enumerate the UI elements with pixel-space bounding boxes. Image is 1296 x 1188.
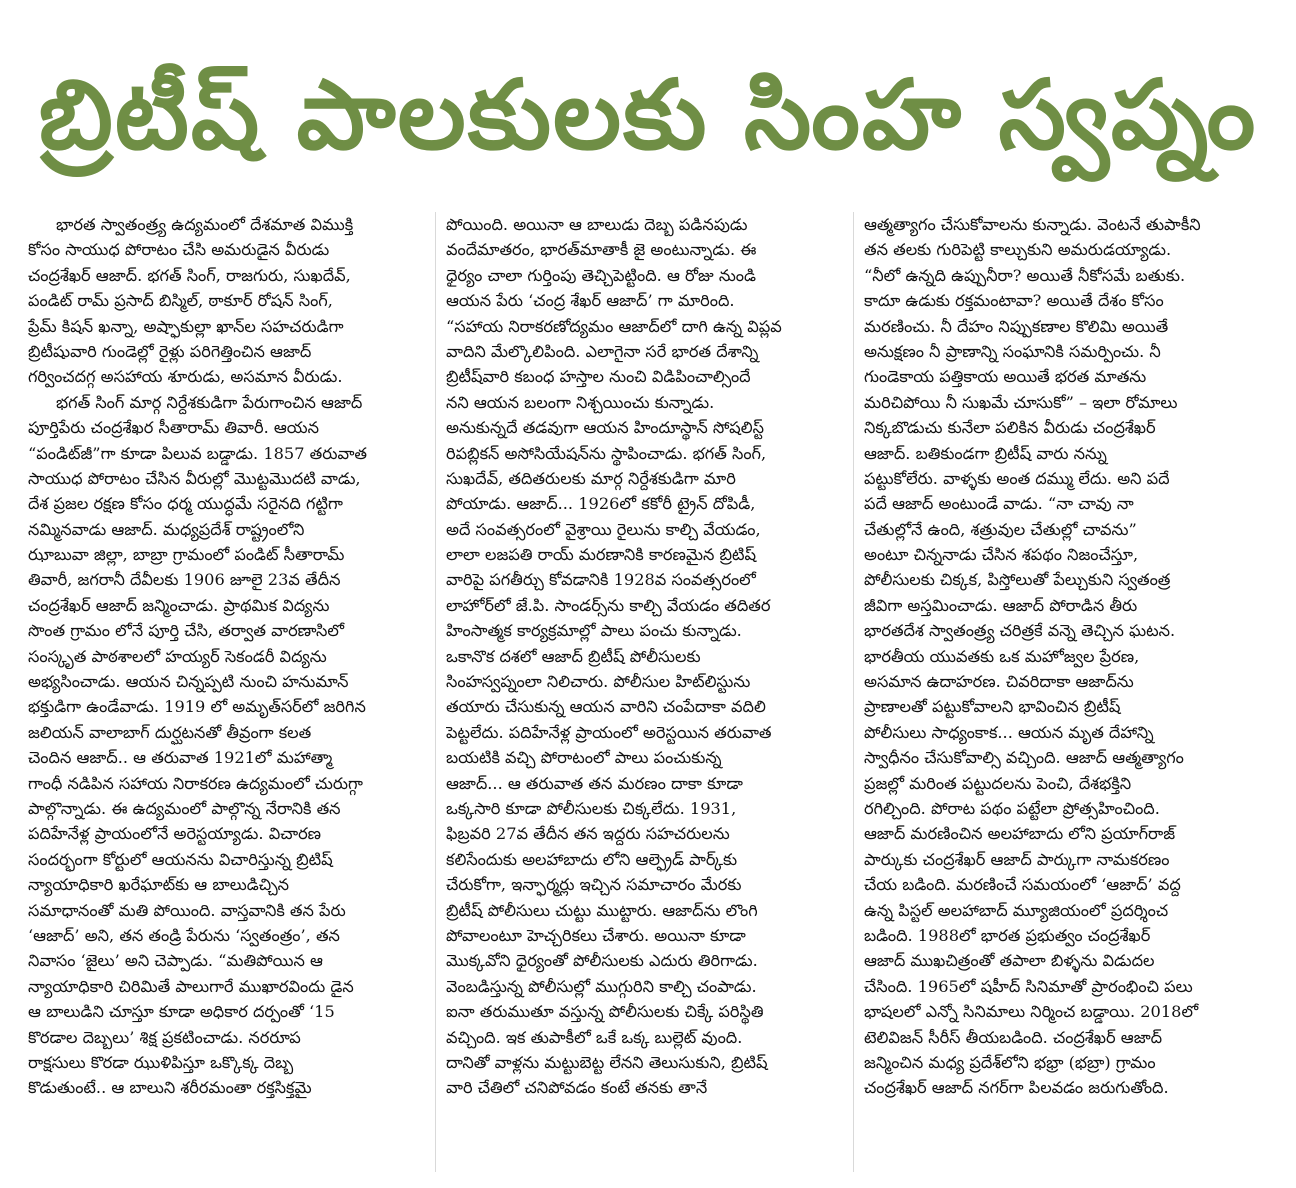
text-line: ఆయన పేరు ‘చంద్ర శేఖర్ ఆజాద్’ గా మారింది. [446,291,735,311]
text-line: కొరడాల దెబ్బలు’ శిక్ష ప్రకటించాడు. నరరూప [28,1027,301,1047]
text-line: చెందిన ఆజాద్.. ఆ తరువాత 1921లో మహాత్మా [28,748,333,768]
text-line: గర్వించదగ్గ అసహాయ శూరుడు, అసమాన వీరుడు. [28,367,343,387]
text-line: కాదూ ఉడుకు రక్తమంటావా? అయితే దేశం కోసం [864,291,1164,311]
text-line: ఆజాద్... ఆ తరువాత తన మరణం దాకా కూడా [446,773,743,793]
text-line: పోలీసులకు చిక్కక, పిస్తోలుతో పేల్చుకుని స్వతంత్ర [864,570,1171,590]
text-line: నని ఆయన బలంగా నిశ్చయించు కున్నాడు. [446,392,715,412]
column-divider [853,212,854,1172]
text-line: బయటికి వచ్చి పోరాటంలో పాలు పంచుకున్న [446,748,722,768]
text-line: భాషలలో ఎన్నో సినిమాలు నిర్మించ బడ్డాయి. 2018లో [864,1002,1199,1022]
text-line: ప్రాణాలతో పట్టుకోవాలని భావించిన బ్రిటీష్ [864,697,1121,717]
text-line: తివారీ, జగరానీ దేవీలకు 1906 జూలై 23వ తేదీన [28,570,341,590]
text-line: ఐనా తరుముతూ వస్తున్న పోలీసులకు చిక్కే పరిస్థితి [446,1002,764,1022]
text-line: సంస్కృత పాఠశాలలో హయ్యర్ సెకండరీ విద్యను [28,646,327,666]
text-line: అదే సంవత్సరంలో వైశ్రాయి రైలును కాల్చి వేయడం, [446,519,761,539]
text-line: పోయాడు. ఆజాద్... 1926లో కకోరీ ట్రైన్ దోపిడీ, [446,494,756,514]
text-line: చంద్రశేఖర్ ఆజాద్ నగర్‌గా పిలవడం జరుగుతోంది. [864,1078,1169,1098]
text-line: భారతదేశ స్వాతంత్ర్య చరిత్రకే వన్నె తెచ్చిన ఘటన. [864,621,1176,641]
text-line: పట్టుకోలేరు. వాళ్ళకు అంత దమ్ము లేదు. అని పదే [864,468,1170,488]
text-line: నివాసం ‘జైలు’ అని చెప్పాడు. “మతిపోయిన ఆ [28,951,323,971]
text-line: మరిచిపోయి నీ సుఖమే చూసుకో” – ఇలా రోమాలు [864,392,1178,412]
article-column-3 [864,212,1272,1172]
text-line: చేసింది. 1965లో షహీద్ సినిమాతో ప్రారంభించి పలు [864,976,1193,996]
text-line: “పండిట్‌జీ”గా కూడా పిలువ బడ్డాడు. 1857 తరువాత [28,443,368,463]
text-line: పోవాలంటూ హెచ్చరికలు చేశారు. అయినా కూడా [446,925,746,945]
column-divider [435,212,436,1172]
text-line: పెట్టలేదు. పదిహేనేళ్ల ప్రాయంలో అరెస్టయిన తరువాత [446,722,772,742]
text-line: సింహస్వప్నంలా నిలిచారు. పోలీసుల హిట్‌లిస్టును [446,672,751,692]
text-line: టెలివిజన్ సీరీస్ తీయబడింది. చంద్రశేఖర్ ఆజాద్ [864,1027,1163,1047]
text-line: కలిసేందుకు అలహాబాదు లోని ఆల్ఫ్రెడ్ పార్క్‌కు [446,849,738,869]
article-column-1 [28,212,424,1172]
text-line: హింసాత్మక కార్యక్రమాల్లో పాలు పంచు కున్నాడు. [446,621,742,641]
text-line: నమ్మినవాడు ఆజాద్. మధ్యప్రదేశ్ రాష్ట్రంలోని [28,519,305,539]
text-line: ప్రజల్లో మరింత పట్టుదలను పెంచి, దేశభక్తిని [864,773,1132,793]
text-line: ధైర్యం చాలా గుర్తింపు తెచ్చిపెట్టింది. ఆ రోజు నుండి [446,265,756,285]
text-line: అనుకున్నదే తడవుగా ఆయన హిందూస్థాన్ సోషలిస్ట్ [446,418,764,438]
text-line: దానితో వాళ్లను మట్టుబెట్ట లేనని తెలుసుకుని, బ్రిటిష్ [446,1052,768,1072]
text-line: చేయ బడింది. మరణించే సమయంలో ‘ఆజాద్’ వద్ద [864,875,1181,895]
text-line: మొక్కవోని ధైర్యంతో పోలీసులకు ఎదురు తిరిగాడు. [446,951,758,971]
text-line: న్యాయాధికారి ఖరేఘాట్‌కు ఆ బాలుడిచ్చిన [28,875,290,895]
text-line: భారతీయ యువతకు ఒక మహోజ్వల ప్రేరణ, [864,646,1140,666]
text-line: గుండెకాయ పత్తికాయ అయితే భరత మాతను [864,367,1147,387]
text-line: వారి చేతిలో చనిపోవడం కంటే తనకు తానే [446,1078,708,1098]
text-line: మరణించు. నీ దేహం నిప్పుకణాల కొలిమి అయితే [864,316,1169,336]
text-line: కోసం సాయుధ పోరాటం చేసి అమరుడైన వీరుడు [28,240,330,260]
text-line: నిక్కబొడుచు కునేలా పలికిన వీరుడు చంద్రశేఖర్ [864,418,1156,438]
text-line: పోయింది. అయినా ఆ బాలుడు దెబ్బ పడినపుడు [446,215,748,234]
text-line: చంద్రశేఖర్ ఆజాద్ జన్మించాడు. ప్రాథమిక విద్యను [28,595,330,615]
text-line: సొంత గ్రామం లోనే పూర్తి చేసి, తర్వాత వారణాసిలో [28,621,345,641]
text-line: వెంబడిస్తున్న పోలీసుల్లో ముగ్గురిని కాల్చి చంపాడు. [446,976,757,996]
text-line: చంద్రశేఖర్ ఆజాద్. భగత్ సింగ్, రాజగురు, సుఖదేవ్, [28,265,351,285]
text-line: స్వాధీనం చేసుకోవాల్సి వచ్చింది. ఆజాద్ ఆత్మత్యాగం [864,748,1184,768]
text-line: జీవిగా అస్తమించాడు. ఆజాద్ పోరాడిన తీరు [864,595,1138,615]
text-line: బ్రిటీష్ పోలీసులు చుట్టు ముట్టారు. ఆజాద్‌ను లొంగి [446,900,758,920]
text-line: బ్రిటీష్‌వారి కబంధ హస్తాల నుంచి విడిపించాల్సిందే [446,367,751,387]
headline: బ్రిటీష్ పాలకులకు సింహ స్వప్నం [38,59,1258,171]
text-line: ఆజాద్ మరణించిన అలహాబాదు లోని ప్రయాగ్‌రాజ్ [864,824,1176,844]
text-line: చేరుకోగా, ఇన్ఫార్మర్లు ఇచ్చిన సమాచారం మేరకు [446,875,742,895]
text-line: తన తలకు గురిపెట్టి కాల్చుకుని అమరుడయ్యాడు. [864,240,1172,260]
text-line: లాలా లజపతి రాయ్ మరణానికి కారణమైన బ్రిటిష్ [446,545,756,565]
text-line: అనుక్షణం నీ ప్రాణాన్ని సంఘానికి సమర్పించు. నీ [864,341,1161,361]
text-line: “నీలో ఉన్నది ఉప్పునీరా? అయితే నీకోసమే బతుకు. [864,265,1186,285]
text-line: ఆజాద్. బతికుండగా బ్రిటీష్ వారు నన్ను [864,443,1107,463]
text-line: రిపబ్లికన్ అసోసియేషన్‌ను స్థాపించాడు. భగత్ సింగ్, [446,443,767,463]
text-line: చేతుల్లోనే ఉంది, శత్రువుల చేతుల్లో చావను” [864,519,1137,539]
text-line: సుఖదేవ్, తదితరులకు మార్గ నిర్దేశకుడిగా మారి [446,468,736,488]
text-line: ప్రేమ్ కిషన్ ఖన్నా, అష్ఫాకుల్లా ఖాన్‌ల సహచరుడిగా [28,316,344,336]
text-line: జలియన్ వాలాబాగ్ దుర్ఘటనతో తీవ్రంగా కలత [28,722,312,742]
text-line: పార్కుకు చంద్రశేఖర్ ఆజాద్ పార్కుగా నామకరణం [864,849,1170,869]
text-line: అసమాన ఉదాహరణ. చివరిదాకా ఆజాద్‌ను [864,672,1134,692]
text-line: దేశ ప్రజల రక్షణ కోసం ధర్మ యుద్ధమే సరైనది గట్టిగా [28,494,343,514]
text-line: తయారు చేసుకున్న ఆయన వారిని చంపేదాకా వదిలి [446,697,766,717]
text-line: న్యాయాధికారి చిరిమితే పాలుగారే ముఖారవిందు డైన [28,976,354,996]
text-line: బ్రిటీషువారి గుండెల్లో రైళ్లు పరిగెత్తించిన ఆజాద్ [28,341,312,361]
text-line: కొడుతుంటే.. ఆ బాలుని శరీరమంతా రక్తసిక్తమై [28,1078,312,1098]
text-line: ఆజాద్ ముఖచిత్రంతో తపాలా బిళ్ళను విడుదల [864,951,1155,971]
text-line: లాహోర్‌లో జే.పి. సాండర్స్‌ను కాల్చి వేయడం తదితర [446,595,771,615]
text-line: వాదిని మేల్కొలిపింది. ఎలాగైనా సరే భారత దేశాన్ని [446,341,759,361]
text-line: అంటూ చిన్ననాడు చేసిన శపథం నిజంచేస్తూ, [864,545,1139,565]
text-line: రాక్షసులు కొరడా ఝుళిపిస్తూ ఒక్కొక్క దెబ్బ [28,1052,294,1072]
text-line: పండిట్ రామ్ ప్రసాద్ బిస్మిల్, ఠాకూర్ రోషన్ సింగ్, [28,291,333,311]
text-line: పూర్తిపేరు చంద్రశేఖర సీతారామ్ తివారీ. ఆయన [28,418,319,438]
text-line: ఒక్కసారి కూడా పోలీసులకు చిక్కలేదు. 1931, [446,798,737,818]
text-line: వచ్చింది. ఇక తుపాకీలో ఒకే ఒక్క బుల్లెట్ వుంది. [446,1027,743,1047]
text-line: రగిల్చింది. పోరాట పథం పట్టేలా ప్రోత్సహించింది. [864,798,1160,818]
text-line: వందేమాతరం, భారత్‌మాతాకీ జై అంటున్నాడు. ఈ [446,240,757,260]
article-body [28,212,1272,1172]
text-line: ఆ బాలుడిని చూస్తూ కూడా అధికార దర్పంతో ‘15 [28,1002,335,1022]
text-line: భక్తుడిగా ఉండేవాడు. 1919 లో అమృత్‌సర్‌లో జరిగిన [28,697,366,717]
text-line: ఝాబువా జిల్లా, బాబ్రా గ్రామంలో పండిట్ సీతారామ్ [28,545,345,565]
text-line: ‘ఆజాద్’ అని, తన తండ్రి పేరును ‘స్వతంత్రం’, తన [28,925,340,945]
text-line: సందర్భంగా కోర్టులో ఆయనను విచారిస్తున్న బ్రిటిష్ [28,849,333,869]
text-line: ఉన్న పిస్టల్ అలహాబాద్ మ్యూజియంలో ప్రదర్శించ [864,900,1169,920]
text-line: ఫిబ్రవరి 27వ తేదీన తన ఇద్దరు సహచరులను [446,824,730,844]
text-line: గాంధీ నడిపిన సహాయ నిరాకరణ ఉద్యమంలో చురుగ్గా [28,773,363,793]
text-line: ఒకానొక దశలో ఆజాద్ బ్రిటీష్ పోలీసులకు [446,646,701,666]
text-line: వారిపై పగతీర్చు కోవడానికి 1928వ సంవత్సరంలో [446,570,756,590]
text-line: పాల్గొన్నాడు. ఈ ఉద్యమంలో పాల్గొన్న నేరానికి తన [28,798,341,818]
text-line: “సహాయ నిరాకరణోద్యమం ఆజాద్‌లో దాగి ఉన్న విప్లవ [446,316,782,336]
text-line: భగత్ సింగ్ మార్గ నిర్దేశకుడిగా పేరుగాంచిన ఆజాద్ [56,392,363,412]
text-line: సాయుధ పోరాటం చేసిన వీరుల్లో మొట్టమొదటి వాడు, [28,468,361,488]
text-line: పోలీసులు సాధ్యంకాక... ఆయన మృత దేహాన్ని [864,722,1154,742]
article-column-2 [446,212,842,1172]
text-line: పదే ఆజాద్ అంటుండే వాడు. “నా చావు నా [864,494,1134,514]
text-line: అభ్యసించాడు. ఆయన చిన్నప్పటి నుంచి హనుమాన్ [28,672,349,692]
text-line: సమాధానంతో మతి పోయింది. వాస్తవానికి తన పేరు [28,900,346,920]
text-line: బడింది. 1988లో భారత ప్రభుత్వం చంద్రశేఖర్ [864,925,1151,945]
text-line: ఆత్మత్యాగం చేసుకోవాలను కున్నాడు. వెంటనే తుపాకీని [864,215,1201,234]
text-line: భారత స్వాతంత్ర్య ఉద్యమంలో దేశమాత విముక్తి [56,215,354,234]
text-line: పదిహేనేళ్ల ప్రాయంలోనే అరెస్టయ్యాడు. విచారణ [28,824,322,844]
text-line: జన్మించిన మధ్య ప్రదేశ్‌లోని భభ్రా (భబ్రా) గ్రామం [864,1052,1156,1072]
